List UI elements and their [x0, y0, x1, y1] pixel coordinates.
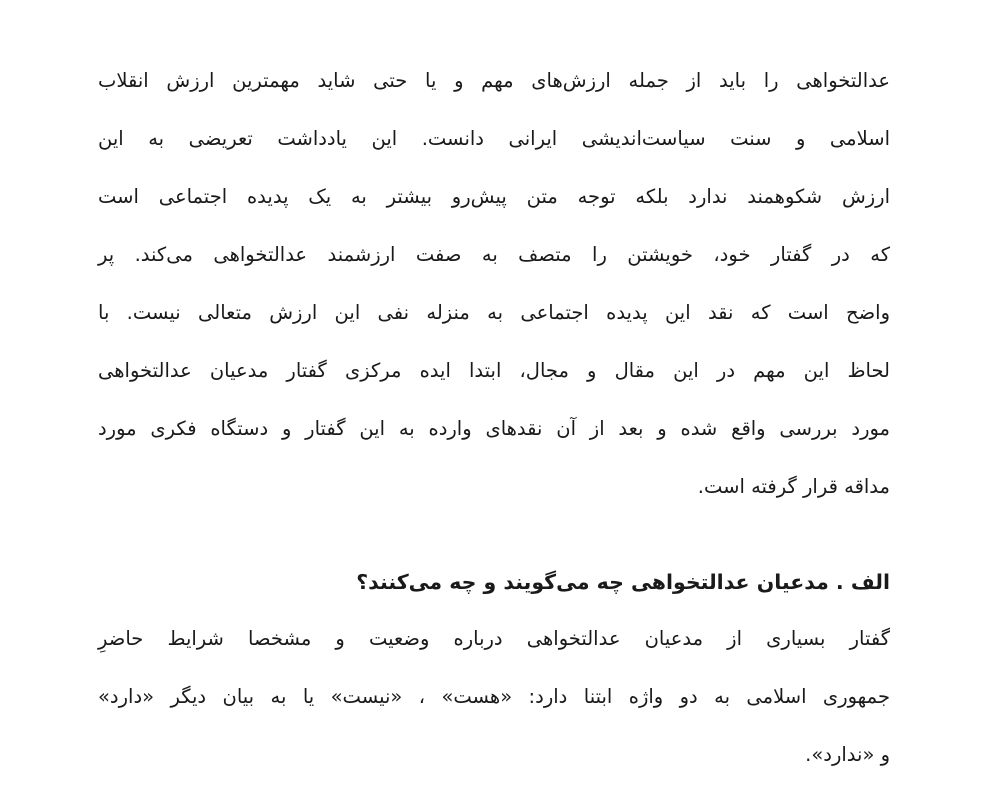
intro-line-5: واضح است که نقد این پدیده اجتماعی به منزله نفی این ارزش متعالی نیست. با [98, 301, 890, 324]
section-a-heading: الف . مدعیان عدالتخواهی چه می‌گویند و چه می‌کنند؟ [356, 570, 890, 594]
intro-line-7: مورد بررسی واقع شده و بعد از آن نقدهای وارده به این گفتار و دستگاه فکری مورد [98, 417, 890, 440]
intro-line-8: مداقه قرار گرفته است. [697, 475, 890, 498]
intro-paragraph [98, 52, 890, 516]
section-a-line-2: جمهوری اسلامی به دو واژه ابتنا دارد: «هست» ، «نیست» یا به بیان دیگر «دارد» [98, 685, 890, 708]
section-a-line-1: گفتار بسیاری از مدعیان عدالتخواهی درباره وضعیت و مشخصا شرایط حاضرِ [98, 627, 890, 650]
intro-line-4: که در گفتار خود، خویشتن را متصف به صفت ارزشمند عدالتخواهی می‌کند. پر [98, 243, 890, 266]
section-a-paragraph [98, 610, 890, 784]
article [98, 52, 890, 784]
intro-line-3: ارزش شکوهمند ندارد بلکه توجه متن پیش‌رو بیشتر به یک پدیده اجتماعی است [98, 185, 890, 208]
intro-line-1: عدالتخواهی را باید از جمله ارزش‌های مهم و یا حتی شاید مهمترین ارزش انقلاب [98, 69, 890, 92]
intro-line-2: اسلامی و سنت سیاست‌اندیشی ایرانی دانست. این یادداشت تعریضی به این [98, 127, 890, 150]
section-spacer [98, 516, 890, 554]
intro-line-6: لحاظ این مهم در این مقال و مجال، ابتدا ایده مرکزی گفتار مدعیان عدالتخواهی [98, 359, 890, 382]
section-a-line-3: و «ندارد». [805, 743, 890, 766]
